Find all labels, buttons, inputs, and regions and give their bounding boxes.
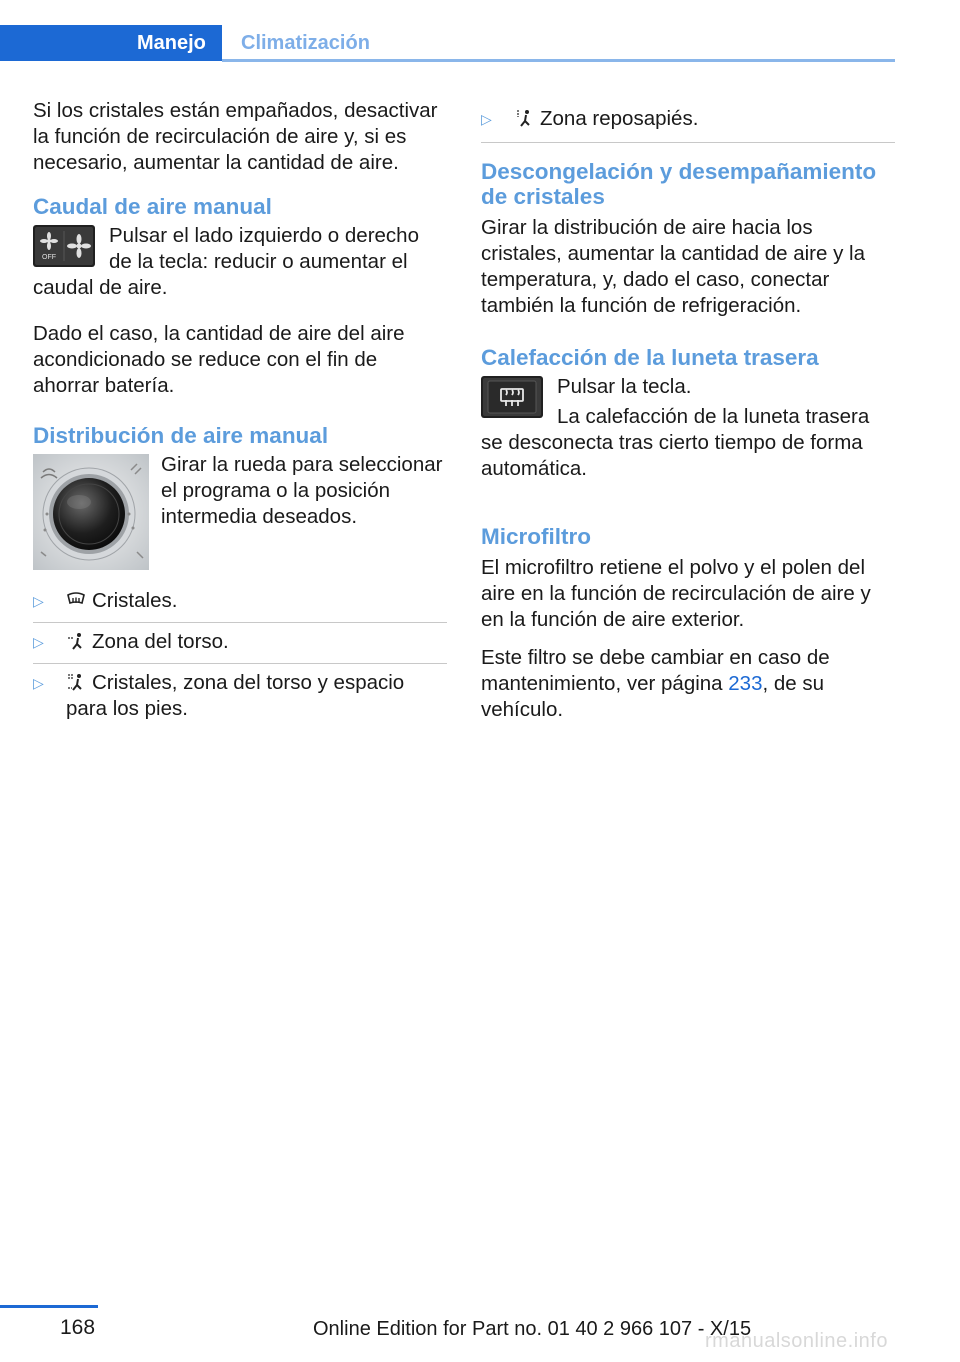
microfiltro-heading: Microfiltro [481,524,591,549]
distribution-list [33,588,447,730]
list-item [33,588,447,622]
footer-rule [0,1305,98,1308]
windshield-icon [66,590,86,610]
list-item [33,663,447,730]
page-link-233[interactable]: 233 [728,672,763,695]
off-label: OFF [42,254,56,261]
right-column [481,98,895,735]
air-distribution-dial-image [33,454,149,570]
windshield-torso-feet-icon [66,672,86,692]
bullet-text: Cristales, zona del torso y espacio para los pies. [66,671,405,720]
tab-climatizacion-label: Climatización [241,32,370,54]
bullet-text: Cristales. [92,589,178,612]
tab-manejo-label: Manejo [137,32,206,54]
triangle-bullet-icon: ▷ [33,675,44,691]
microfiltro-text-2-post: , de su vehículo. [481,672,825,721]
distribucion-text: Girar la rueda para seleccionar el programa o la posición intermedia deseados. [161,453,443,528]
page-number: 168 [60,1316,96,1339]
torso-airflow-icon [66,631,86,651]
microfiltro-text-1: El microfiltro retiene el polvo y el polen del aire en la función de recirculación de aire y en la función de aire exterior. [481,556,871,631]
caudal-section [33,223,447,301]
distribucion-section [33,452,447,530]
left-column [33,98,447,730]
triangle-bullet-icon: ▷ [33,593,44,609]
distribucion-heading: Distribución de aire manual [33,423,329,448]
bullet-text: Zona del torso. [92,630,229,653]
header-rule [222,59,895,62]
dado-paragraph: Dado el caso, la cantidad de aire del aire acondicionado se reduce con el fin de ahorrar batería. [33,322,405,397]
luneta-heading: Calefacción de la luneta trasera [481,345,819,370]
list-item [33,622,447,663]
luneta-text-1: Pulsar la tecla. [557,375,692,398]
page-header [0,0,960,62]
edition-text: Online Edition for Part no. 01 40 2 966 107 - X/15 [313,1318,752,1340]
caudal-text: Pulsar el lado izquierdo o derecho de la tecla: reducir o aumentar el caudal de aire. [33,224,419,299]
bullet-text: Zona reposapiés. [540,107,699,130]
caudal-heading: Caudal de aire manual [33,194,272,219]
descongelacion-text: Girar la distribución de aire hacia los cristales, aumentar la cantidad de aire y la temperatura, y, dado el caso, conectar también la función de refrigeración. [481,216,866,317]
intro-paragraph: Si los cristales están empañados, desactivar la función de recirculación de aire y, si es necesario, aumentar la cantidad de aire. [33,99,438,174]
triangle-bullet-icon: ▷ [33,634,44,650]
watermark: rmanualsonline.info [705,1330,888,1352]
distribution-list-continued [481,106,895,143]
tab-manejo[interactable] [0,25,222,61]
fan-button-image [33,225,95,267]
tab-climatizacion[interactable] [222,25,895,61]
microfiltro-text-2-pre: Este filtro se debe cambiar en caso de mantenimiento, ver página [481,646,830,695]
list-item [481,106,895,143]
descongelacion-heading: Descongelación y desempañamiento de cristales [481,159,877,209]
rear-window-defrost-button-image [481,376,543,418]
triangle-bullet-icon: ▷ [481,111,492,127]
luneta-section [481,374,895,482]
luneta-text-2: La calefacción de la luneta trasera se desconecta tras cierto tiempo de forma automática. [481,405,870,480]
microfiltro-text-2 [481,645,895,723]
footwell-airflow-icon [514,108,534,128]
